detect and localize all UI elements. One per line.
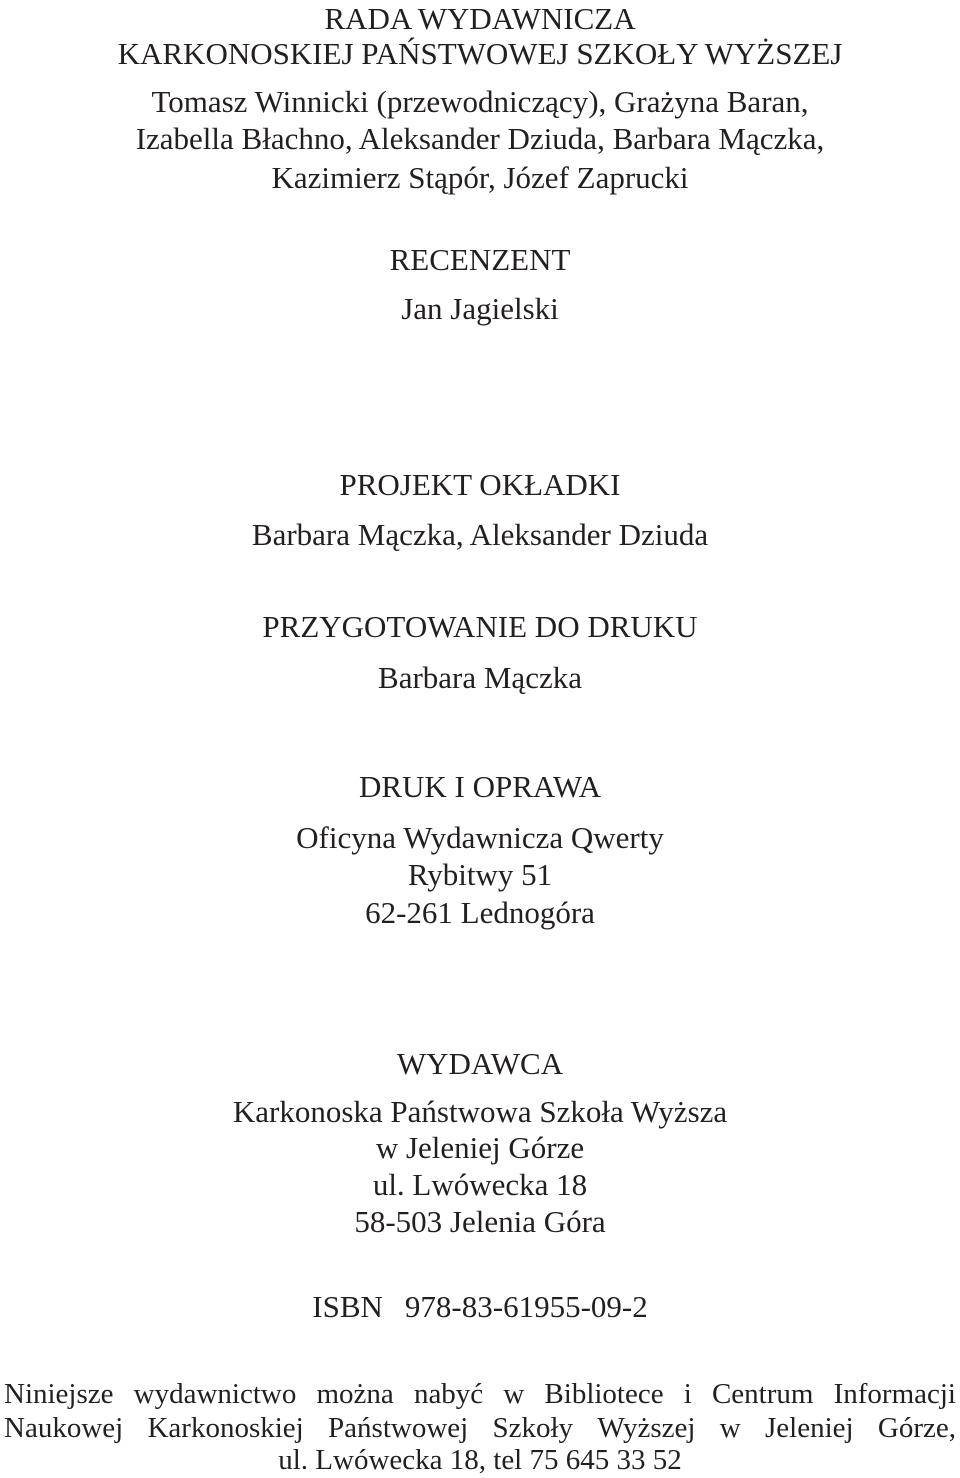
reviewer-heading: RECENZENT [389, 242, 571, 277]
editorial-board-members-line2: Izabella Błachno, Aleksander Dziuda, Barbara Mączka, [135, 121, 825, 156]
isbn-line [0, 1288, 960, 1326]
availability-word: i [683, 1378, 692, 1410]
publisher-name-line1: Karkonoska Państwowa Szkoła Wyższa [232, 1094, 728, 1129]
publisher-heading: WYDAWCA [396, 1046, 564, 1081]
publisher-city: 58-503 Jelenia Góra [354, 1204, 606, 1239]
printing-heading: DRUK I OPRAWA [358, 769, 602, 804]
publisher-street: ul. Lwówecka 18 [372, 1167, 588, 1202]
printing-street: Rybitwy 51 [407, 857, 553, 892]
availability-word: Górze, [877, 1412, 956, 1444]
availability-word: można [316, 1378, 394, 1410]
editorial-board-members-line3: Kazimierz Stąpór, Józef Zaprucki [271, 160, 689, 195]
publisher-name-line2: w Jeleniej Górze [375, 1130, 585, 1165]
isbn-number: 978-83-61955-09-2 [404, 1289, 648, 1324]
prepress-heading: PRZYGOTOWANIE DO DRUKU [262, 609, 698, 644]
availability-word: Niniejsze [4, 1378, 114, 1410]
availability-word: wydawnictwo [133, 1378, 297, 1410]
availability-word: Informacji [833, 1378, 956, 1410]
reviewer-name: Jan Jagielski [401, 291, 559, 326]
prepress-name: Barbara Mączka [378, 660, 582, 695]
printing-city: 62-261 Lednogóra [365, 895, 595, 930]
availability-line3: ul. Lwówecka 18, tel 75 645 33 52 [278, 1444, 682, 1476]
availability-word: Szkoły [492, 1412, 574, 1444]
editorial-board-heading-line2: KARKONOSKIEJ PAŃSTWOWEJ SZKOŁY WYŻSZEJ [117, 36, 843, 71]
availability-word: Wyższej [597, 1412, 696, 1444]
availability-word: w [503, 1378, 525, 1410]
printing-company: Oficyna Wydawnicza Qwerty [296, 820, 664, 855]
isbn-label: ISBN [312, 1289, 383, 1324]
availability-word: nabyć [413, 1378, 484, 1410]
availability-word: w [719, 1412, 741, 1444]
availability-line2 [4, 1411, 956, 1445]
cover-design-heading: PROJEKT OKŁADKI [339, 467, 621, 502]
availability-word: Jeleniej [765, 1412, 854, 1444]
availability-word: Naukowej [4, 1412, 124, 1444]
availability-word: Centrum [711, 1378, 814, 1410]
availability-word: Karkonoskiej [147, 1412, 304, 1444]
editorial-board-members-line1: Tomasz Winnicki (przewodniczący), Grażyna Baran, [151, 84, 809, 119]
editorial-board-heading-line1: RADA WYDAWNICZA [324, 1, 636, 36]
availability-word: Bibliotece [544, 1378, 664, 1410]
cover-design-names: Barbara Mączka, Aleksander Dziuda [251, 517, 709, 552]
availability-word: Państwowej [328, 1412, 469, 1444]
availability-line1 [4, 1377, 956, 1411]
